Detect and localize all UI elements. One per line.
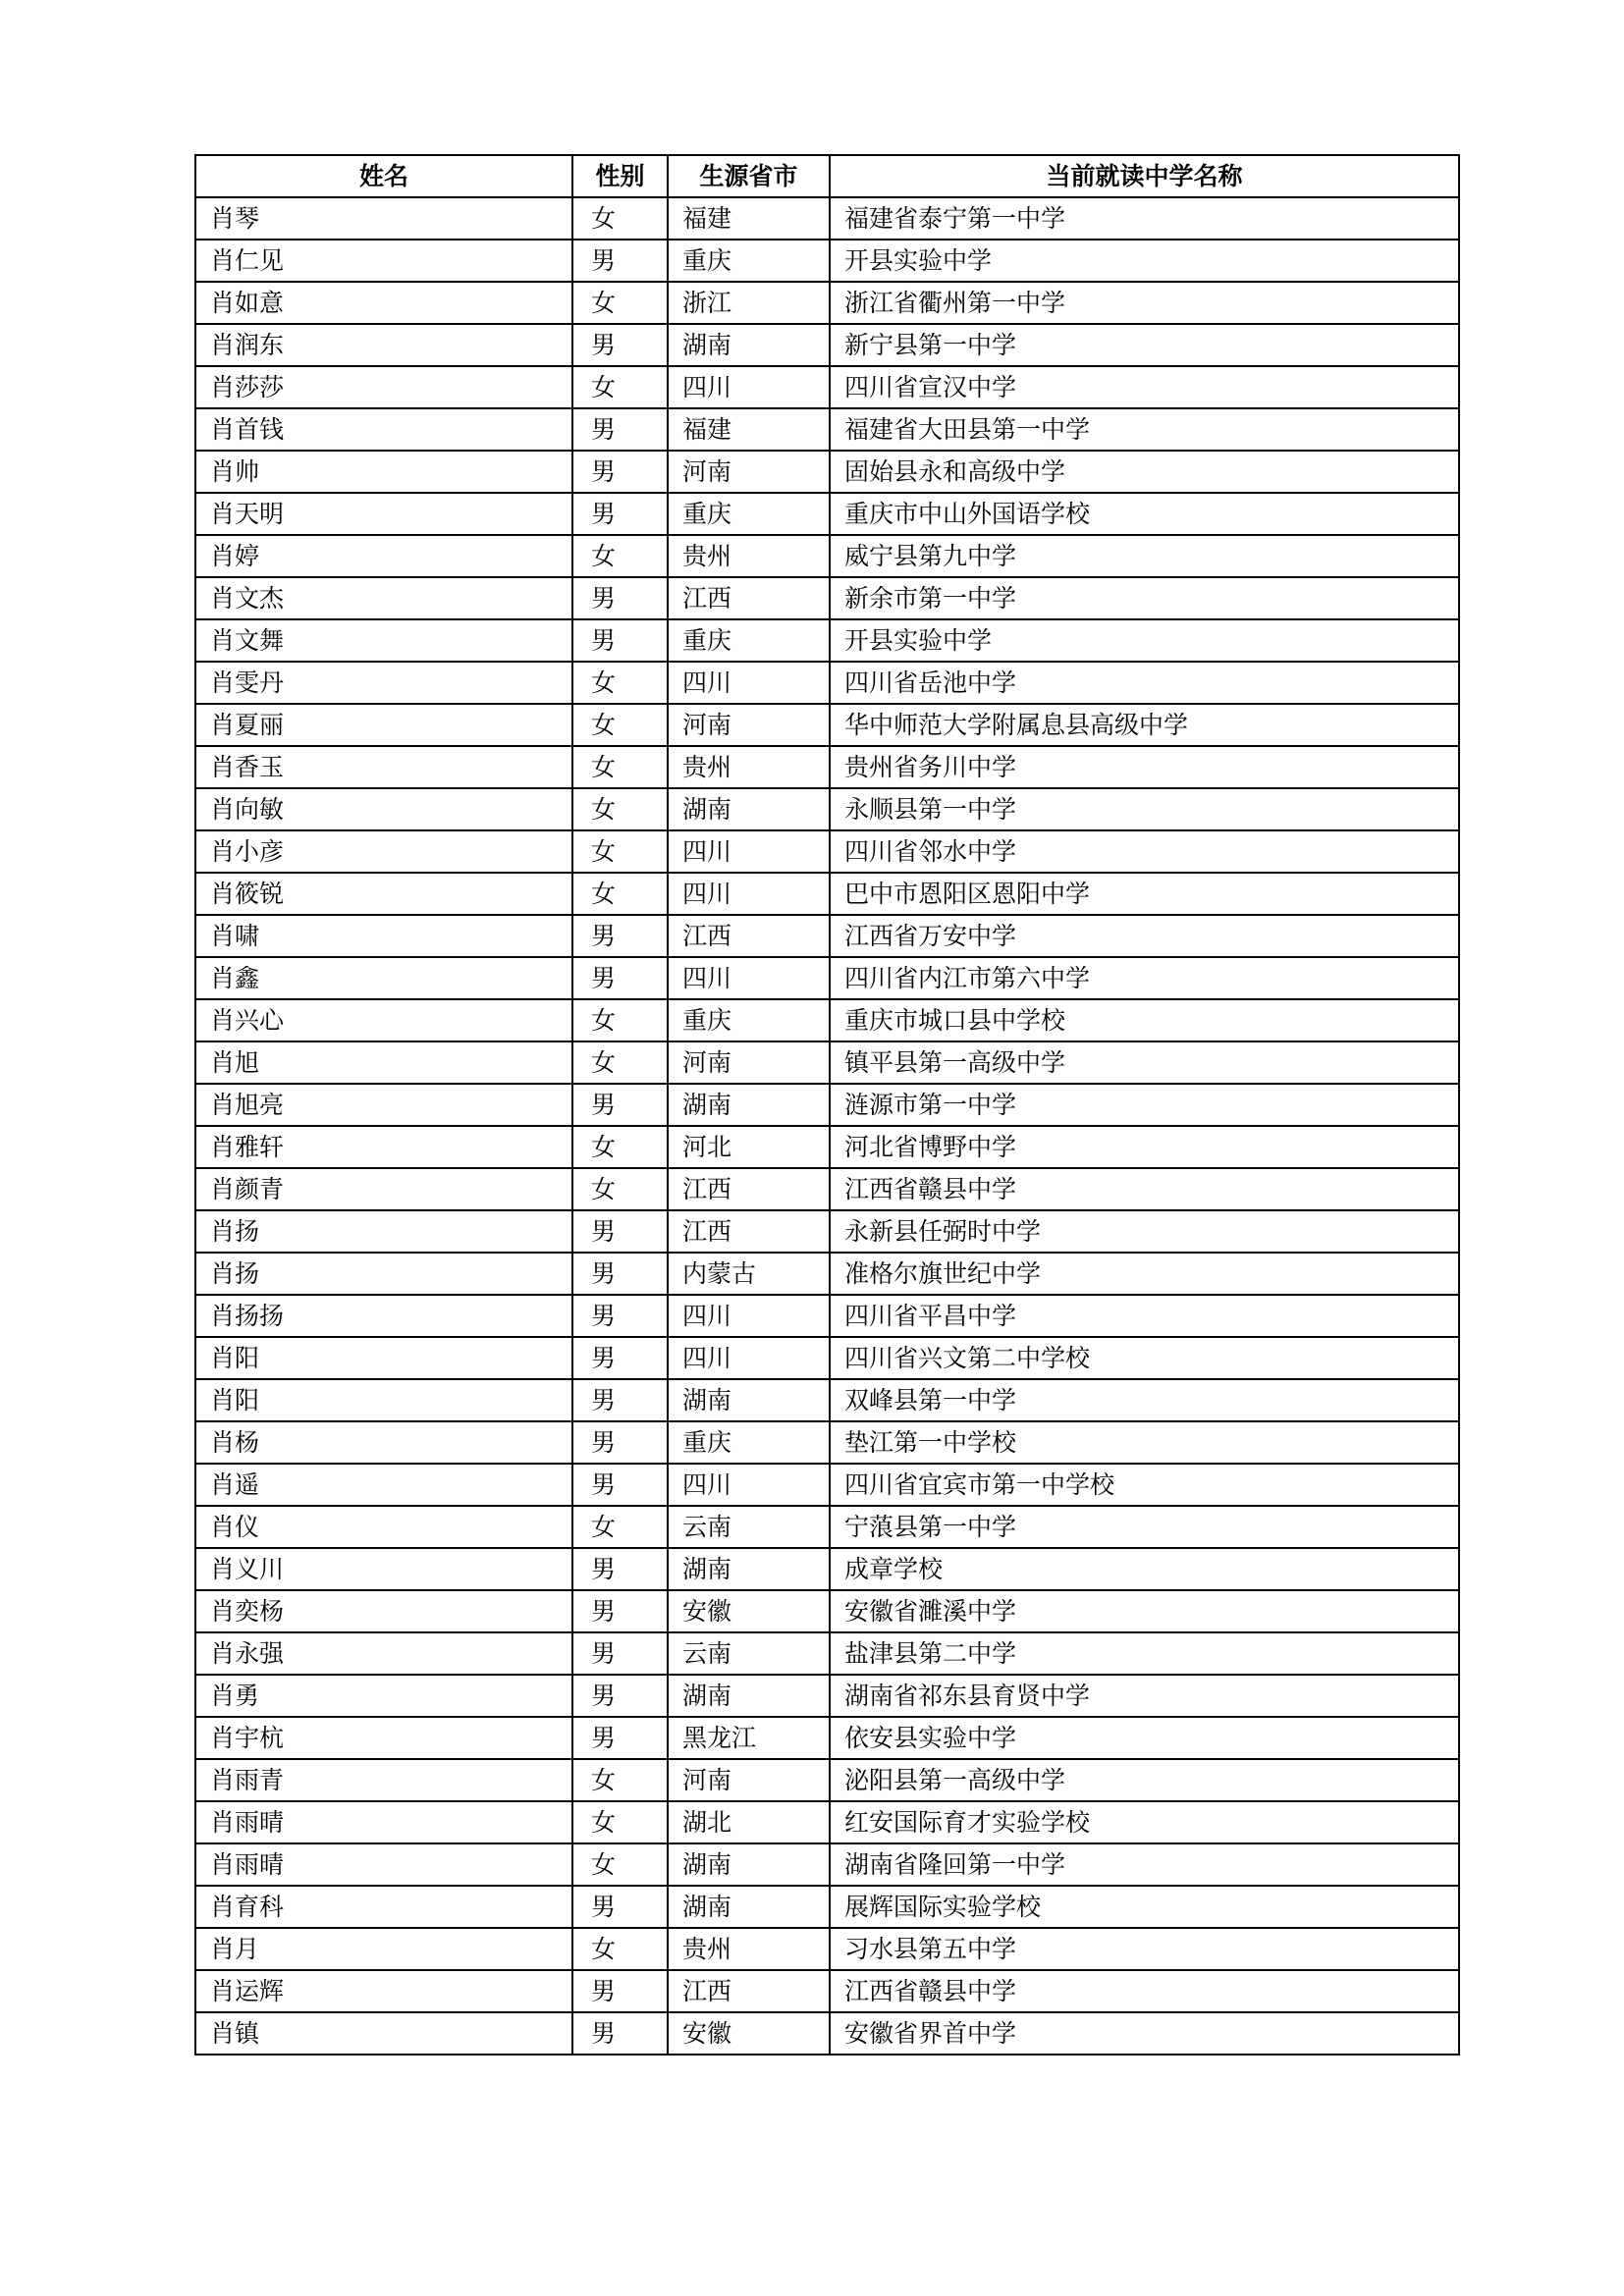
cell-gender: 女: [572, 1843, 668, 1886]
cell-school: 盐津县第二中学: [830, 1632, 1459, 1675]
cell-province: 浙江: [668, 282, 830, 324]
cell-province: 江西: [668, 1970, 830, 2012]
cell-school: 福建省大田县第一中学: [830, 408, 1459, 451]
table-row: [195, 1253, 1459, 1295]
table-row: [195, 873, 1459, 915]
cell-name: 肖婷: [195, 535, 572, 577]
cell-province: 黑龙江: [668, 1717, 830, 1759]
cell-name: 肖遥: [195, 1464, 572, 1506]
table-row: [195, 282, 1459, 324]
cell-school: 开县实验中学: [830, 240, 1459, 282]
table-row: [195, 1928, 1459, 1970]
cell-province: 安徽: [668, 2012, 830, 2055]
cell-name: 肖雨晴: [195, 1843, 572, 1886]
cell-province: 江西: [668, 1168, 830, 1210]
cell-school: 四川省内江市第六中学: [830, 957, 1459, 999]
cell-province: 贵州: [668, 535, 830, 577]
cell-province: 云南: [668, 1632, 830, 1675]
header-province: 生源省市: [668, 155, 830, 197]
cell-school: 威宁县第九中学: [830, 535, 1459, 577]
cell-gender: 女: [572, 1928, 668, 1970]
cell-name: 肖勇: [195, 1675, 572, 1717]
cell-school: 习水县第五中学: [830, 1928, 1459, 1970]
cell-name: 肖阳: [195, 1337, 572, 1379]
cell-province: 湖南: [668, 1675, 830, 1717]
cell-gender: 男: [572, 1337, 668, 1379]
cell-province: 内蒙古: [668, 1253, 830, 1295]
cell-name: 肖颜青: [195, 1168, 572, 1210]
cell-name: 肖文舞: [195, 619, 572, 662]
cell-gender: 男: [572, 1970, 668, 2012]
cell-gender: 男: [572, 1253, 668, 1295]
table-row: [195, 999, 1459, 1041]
cell-school: 开县实验中学: [830, 619, 1459, 662]
cell-school: 泌阳县第一高级中学: [830, 1759, 1459, 1801]
table-row: [195, 1168, 1459, 1210]
cell-name: 肖镇: [195, 2012, 572, 2055]
cell-name: 肖首钱: [195, 408, 572, 451]
cell-name: 肖鑫: [195, 957, 572, 999]
cell-gender: 女: [572, 662, 668, 704]
cell-gender: 女: [572, 746, 668, 788]
cell-name: 肖旭亮: [195, 1084, 572, 1126]
table-row: [195, 2012, 1459, 2055]
cell-school: 垫江第一中学校: [830, 1421, 1459, 1464]
table-row: [195, 324, 1459, 366]
cell-school: 四川省兴文第二中学校: [830, 1337, 1459, 1379]
cell-name: 肖向敏: [195, 788, 572, 830]
cell-name: 肖仪: [195, 1506, 572, 1548]
cell-gender: 男: [572, 1548, 668, 1590]
cell-school: 四川省岳池中学: [830, 662, 1459, 704]
table-row: [195, 408, 1459, 451]
cell-gender: 女: [572, 366, 668, 408]
header-gender: 性别: [572, 155, 668, 197]
cell-name: 肖仁见: [195, 240, 572, 282]
table-row: [195, 535, 1459, 577]
cell-school: 河北省博野中学: [830, 1126, 1459, 1168]
cell-school: 湖南省祁东县育贤中学: [830, 1675, 1459, 1717]
cell-school: 四川省邻水中学: [830, 830, 1459, 873]
table-row: [195, 1464, 1459, 1506]
cell-gender: 男: [572, 957, 668, 999]
cell-name: 肖润东: [195, 324, 572, 366]
cell-gender: 女: [572, 830, 668, 873]
table-row: [195, 1632, 1459, 1675]
cell-province: 河南: [668, 704, 830, 746]
cell-gender: 女: [572, 535, 668, 577]
cell-name: 肖奕杨: [195, 1590, 572, 1632]
table-row: [195, 1759, 1459, 1801]
table-row: [195, 1548, 1459, 1590]
cell-name: 肖帅: [195, 451, 572, 493]
table-row: [195, 1295, 1459, 1337]
cell-province: 四川: [668, 873, 830, 915]
cell-name: 肖兴心: [195, 999, 572, 1041]
table-row: [195, 1084, 1459, 1126]
cell-school: 宁蒗县第一中学: [830, 1506, 1459, 1548]
cell-gender: 女: [572, 788, 668, 830]
cell-province: 重庆: [668, 619, 830, 662]
cell-name: 肖义川: [195, 1548, 572, 1590]
cell-name: 肖育科: [195, 1886, 572, 1928]
cell-gender: 女: [572, 1759, 668, 1801]
cell-province: 河南: [668, 1759, 830, 1801]
cell-province: 四川: [668, 1295, 830, 1337]
cell-school: 巴中市恩阳区恩阳中学: [830, 873, 1459, 915]
table-row: [195, 1210, 1459, 1253]
cell-name: 肖宇杭: [195, 1717, 572, 1759]
cell-school: 新余市第一中学: [830, 577, 1459, 619]
cell-gender: 女: [572, 873, 668, 915]
cell-school: 永新县任弼时中学: [830, 1210, 1459, 1253]
cell-gender: 女: [572, 1126, 668, 1168]
cell-province: 四川: [668, 957, 830, 999]
cell-gender: 男: [572, 619, 668, 662]
table-row: [195, 1421, 1459, 1464]
cell-province: 重庆: [668, 240, 830, 282]
cell-name: 肖琴: [195, 197, 572, 240]
cell-school: 成章学校: [830, 1548, 1459, 1590]
table-row: [195, 197, 1459, 240]
cell-province: 江西: [668, 915, 830, 957]
cell-name: 肖永强: [195, 1632, 572, 1675]
table-row: [195, 366, 1459, 408]
cell-name: 肖小彦: [195, 830, 572, 873]
cell-gender: 男: [572, 1717, 668, 1759]
student-table: [194, 154, 1460, 2056]
cell-name: 肖雅轩: [195, 1126, 572, 1168]
cell-gender: 男: [572, 2012, 668, 2055]
cell-name: 肖扬扬: [195, 1295, 572, 1337]
cell-province: 江西: [668, 577, 830, 619]
cell-gender: 男: [572, 1210, 668, 1253]
cell-name: 肖旭: [195, 1041, 572, 1084]
table-row: [195, 1717, 1459, 1759]
cell-school: 贵州省务川中学: [830, 746, 1459, 788]
cell-school: 江西省万安中学: [830, 915, 1459, 957]
cell-gender: 女: [572, 999, 668, 1041]
cell-school: 重庆市城口县中学校: [830, 999, 1459, 1041]
table-row: [195, 1801, 1459, 1843]
cell-name: 肖雨青: [195, 1759, 572, 1801]
cell-gender: 男: [572, 1084, 668, 1126]
cell-school: 固始县永和高级中学: [830, 451, 1459, 493]
table-row: [195, 957, 1459, 999]
cell-province: 云南: [668, 1506, 830, 1548]
table-row: [195, 1675, 1459, 1717]
cell-province: 河北: [668, 1126, 830, 1168]
cell-province: 重庆: [668, 493, 830, 535]
table-row: [195, 1886, 1459, 1928]
cell-gender: 男: [572, 240, 668, 282]
cell-school: 四川省平昌中学: [830, 1295, 1459, 1337]
cell-name: 肖雨晴: [195, 1801, 572, 1843]
table-row: [195, 1337, 1459, 1379]
cell-school: 永顺县第一中学: [830, 788, 1459, 830]
table-row: [195, 240, 1459, 282]
cell-school: 华中师范大学附属息县高级中学: [830, 704, 1459, 746]
cell-school: 红安国际育才实验学校: [830, 1801, 1459, 1843]
table-row: [195, 1126, 1459, 1168]
cell-province: 江西: [668, 1210, 830, 1253]
table-row: [195, 1970, 1459, 2012]
cell-name: 肖月: [195, 1928, 572, 1970]
table-row: [195, 788, 1459, 830]
cell-province: 湖南: [668, 788, 830, 830]
cell-name: 肖天明: [195, 493, 572, 535]
cell-school: 涟源市第一中学: [830, 1084, 1459, 1126]
table-row: [195, 746, 1459, 788]
cell-province: 河南: [668, 451, 830, 493]
cell-gender: 女: [572, 1168, 668, 1210]
cell-gender: 男: [572, 577, 668, 619]
cell-school: 四川省宜宾市第一中学校: [830, 1464, 1459, 1506]
cell-gender: 女: [572, 1506, 668, 1548]
cell-gender: 男: [572, 1295, 668, 1337]
cell-province: 湖南: [668, 1843, 830, 1886]
cell-name: 肖莎莎: [195, 366, 572, 408]
cell-gender: 男: [572, 408, 668, 451]
cell-school: 准格尔旗世纪中学: [830, 1253, 1459, 1295]
table-row: [195, 577, 1459, 619]
cell-school: 四川省宣汉中学: [830, 366, 1459, 408]
cell-gender: 男: [572, 1632, 668, 1675]
cell-province: 四川: [668, 662, 830, 704]
cell-school: 江西省赣县中学: [830, 1970, 1459, 2012]
cell-school: 重庆市中山外国语学校: [830, 493, 1459, 535]
table-row: [195, 1590, 1459, 1632]
cell-gender: 男: [572, 324, 668, 366]
cell-province: 湖南: [668, 1886, 830, 1928]
cell-province: 重庆: [668, 999, 830, 1041]
header-row: [195, 155, 1459, 197]
cell-school: 安徽省濉溪中学: [830, 1590, 1459, 1632]
table-row: [195, 830, 1459, 873]
cell-name: 肖啸: [195, 915, 572, 957]
table-row: [195, 704, 1459, 746]
cell-province: 湖南: [668, 324, 830, 366]
table-row: [195, 1506, 1459, 1548]
cell-school: 浙江省衢州第一中学: [830, 282, 1459, 324]
cell-province: 福建: [668, 197, 830, 240]
cell-province: 四川: [668, 366, 830, 408]
cell-province: 湖南: [668, 1548, 830, 1590]
cell-school: 展辉国际实验学校: [830, 1886, 1459, 1928]
cell-name: 肖扬: [195, 1210, 572, 1253]
table-row: [195, 451, 1459, 493]
cell-gender: 男: [572, 451, 668, 493]
table-row: [195, 493, 1459, 535]
cell-province: 贵州: [668, 1928, 830, 1970]
cell-name: 肖香玉: [195, 746, 572, 788]
table-row: [195, 1041, 1459, 1084]
cell-gender: 女: [572, 1801, 668, 1843]
cell-gender: 男: [572, 1675, 668, 1717]
cell-province: 湖北: [668, 1801, 830, 1843]
cell-name: 肖如意: [195, 282, 572, 324]
cell-province: 四川: [668, 1464, 830, 1506]
cell-name: 肖阳: [195, 1379, 572, 1421]
cell-gender: 男: [572, 1464, 668, 1506]
cell-gender: 女: [572, 704, 668, 746]
cell-province: 湖南: [668, 1379, 830, 1421]
cell-province: 湖南: [668, 1084, 830, 1126]
cell-school: 湖南省隆回第一中学: [830, 1843, 1459, 1886]
cell-gender: 女: [572, 1041, 668, 1084]
cell-province: 安徽: [668, 1590, 830, 1632]
cell-school: 依安县实验中学: [830, 1717, 1459, 1759]
cell-school: 新宁县第一中学: [830, 324, 1459, 366]
table-row: [195, 662, 1459, 704]
cell-province: 重庆: [668, 1421, 830, 1464]
header-school: 当前就读中学名称: [830, 155, 1459, 197]
cell-school: 双峰县第一中学: [830, 1379, 1459, 1421]
cell-school: 安徽省界首中学: [830, 2012, 1459, 2055]
cell-gender: 男: [572, 915, 668, 957]
cell-name: 肖夏丽: [195, 704, 572, 746]
cell-name: 肖文杰: [195, 577, 572, 619]
cell-gender: 男: [572, 1590, 668, 1632]
cell-school: 福建省泰宁第一中学: [830, 197, 1459, 240]
cell-gender: 女: [572, 197, 668, 240]
cell-school: 江西省赣县中学: [830, 1168, 1459, 1210]
cell-province: 河南: [668, 1041, 830, 1084]
cell-province: 福建: [668, 408, 830, 451]
cell-gender: 男: [572, 1886, 668, 1928]
cell-gender: 女: [572, 282, 668, 324]
table-row: [195, 1379, 1459, 1421]
cell-name: 肖雯丹: [195, 662, 572, 704]
cell-school: 镇平县第一高级中学: [830, 1041, 1459, 1084]
cell-gender: 男: [572, 1421, 668, 1464]
table-row: [195, 915, 1459, 957]
cell-province: 四川: [668, 1337, 830, 1379]
cell-province: 贵州: [668, 746, 830, 788]
header-name: 姓名: [195, 155, 572, 197]
cell-gender: 男: [572, 1379, 668, 1421]
table-row: [195, 1843, 1459, 1886]
cell-name: 肖扬: [195, 1253, 572, 1295]
cell-province: 四川: [668, 830, 830, 873]
cell-name: 肖筱锐: [195, 873, 572, 915]
cell-name: 肖杨: [195, 1421, 572, 1464]
cell-gender: 男: [572, 493, 668, 535]
table-row: [195, 619, 1459, 662]
cell-name: 肖运辉: [195, 1970, 572, 2012]
